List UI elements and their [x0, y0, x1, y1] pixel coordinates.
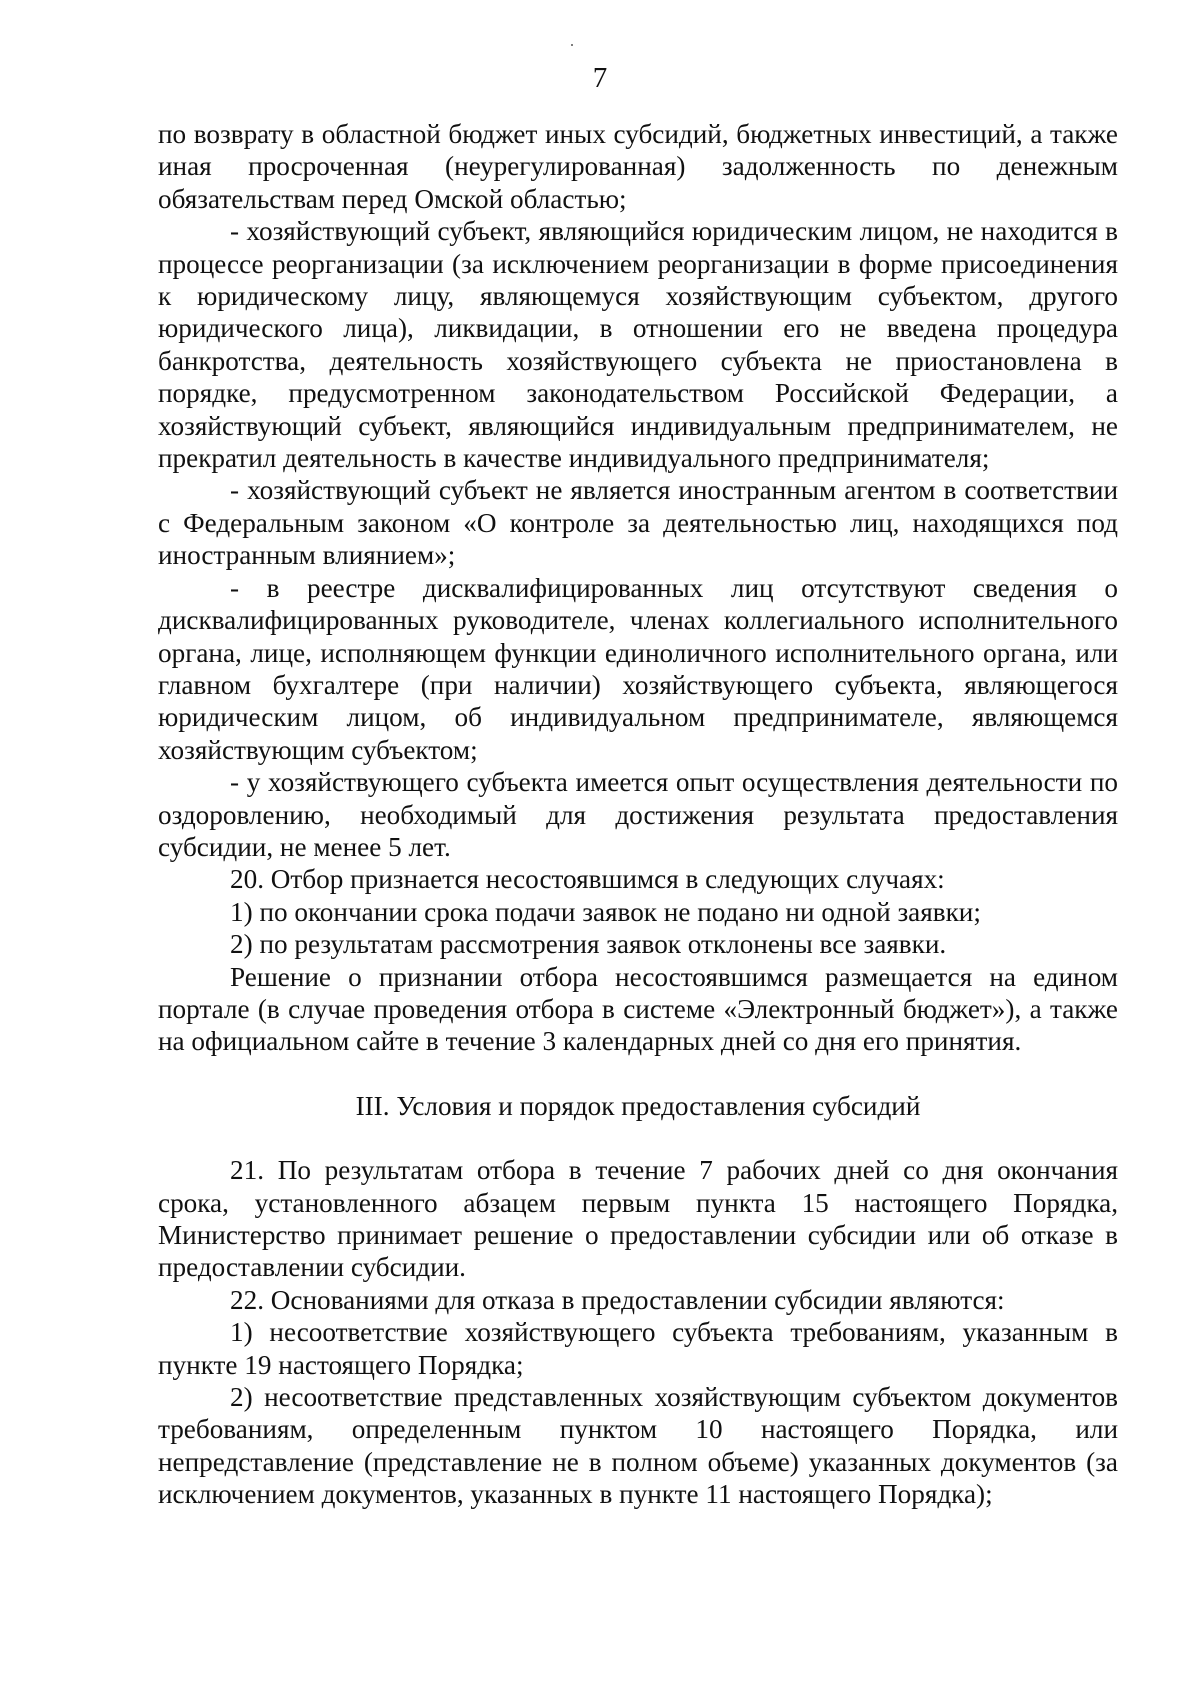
- scan-speck: [571, 44, 573, 46]
- paragraph-item-22-1: 1) несоответствие хозяйствующего субъекта требованиям, указанным в пункте 19 настоящего Порядка;: [158, 1317, 1118, 1380]
- document-body: [158, 118, 1118, 1511]
- paragraph-item-21: 21. По результатам отбора в течение 7 рабочих дней со дня окончания срока, установленного абзацем первым пункта 15 настоящего Порядка, Министерство принимает решение о предоставлении субсидии или об отказе в предоставлении субсидии.: [158, 1155, 1118, 1283]
- paragraph-item-20-1: 1) по окончании срока подачи заявок не подано ни одной заявки;: [230, 896, 981, 927]
- paragraph-decision-publication: Решение о признании отбора несостоявшимся размещается на едином портале (в случае проведения отбора в системе «Электронный бюджет»), а также на официальном сайте в течение 3 календарных дней со дня его принятия.: [158, 961, 1118, 1057]
- paragraph-experience: - у хозяйствующего субъекта имеется опыт осуществления деятельности по оздоровлению, необходимый для достижения результата предоставления субсидии, не менее 5 лет.: [158, 767, 1118, 862]
- paragraph-item-22: 22. Основаниями для отказа в предоставлении субсидии являются:: [230, 1284, 1005, 1315]
- paragraph-continuation: по возврату в областной бюджет иных субсидий, бюджетных инвестиций, а также иная просроченная (неурегулированная) задолженность по денежным обязательствам перед Омской областью;: [158, 119, 1118, 214]
- paragraph-item-22-2: 2) несоответствие представленных хозяйствующим субъектом документов требованиям, определенным пунктом 10 настоящего Порядка, или непредставление (представление не в полном объеме) указанных документов (за исключением документов, указанных в пункте 11 настоящего Порядка);: [158, 1382, 1118, 1510]
- paragraph-disqualified-registry: - в реестре дисквалифицированных лиц отсутствуют сведения о дисквалифицированных руководителе, членах коллегиального исполнительного органа, лице, исполняющем функции единоличного исполнительного органа, или главном бухгалтере (при наличии) хозяйствующего субъекта, являющегося юридическим лицом, об индивидуальном предпринимателе, являющемся хозяйствующим субъектом;: [158, 572, 1118, 765]
- page-number: 7: [592, 62, 608, 94]
- paragraph-not-reorganized: - хозяйствующий субъект, являющийся юридическим лицом, не находится в процессе реорганизации (за исключением реорганизации в форме присоединения к юридическому лицу, являющемуся хозяйствующим субъектом, другого юридического лица), ликвидации, в отношении его не введена процедура банкротства, деятельность хозяйствующего субъекта не приостановлена в порядке, предусмотренном законодательством Российской Федерации, а хозяйствующий субъект, являющийся индивидуальным предпринимателем, не прекратил деятельность в качестве индивидуального предпринимателя;: [158, 216, 1118, 474]
- paragraph-item-20-2: 2) по результатам рассмотрения заявок отклонены все заявки.: [230, 929, 947, 960]
- section-heading: III. Условия и порядок предоставления субсидий: [355, 1090, 921, 1121]
- paragraph-foreign-agent: - хозяйствующий субъект не является иностранным агентом в соответствии с Федеральным законом «О контроле за деятельностью лиц, находящихся под иностранным влиянием»;: [158, 475, 1118, 571]
- paragraph-item-20: 20. Отбор признается несостоявшимся в следующих случаях:: [230, 864, 945, 895]
